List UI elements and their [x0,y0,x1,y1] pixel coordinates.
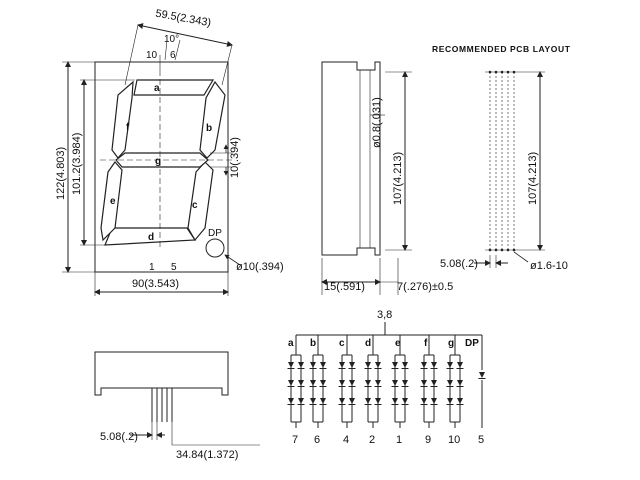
segment-b-label: b [206,123,213,134]
dp-label: DP [208,228,222,239]
segment-f-label: f [126,122,130,133]
segment-g-label: g [155,156,162,167]
pin-number-e: 1 [396,434,403,446]
pin-number-g: 10 [448,434,461,446]
front-width-label: 59.5(2.343) [154,7,212,30]
dp-diameter-label: ø10(.394) [236,261,284,273]
segment-a-label: a [154,83,160,94]
circuit-label-c: c [339,338,345,349]
bottom-pin-right-label: 5 [171,262,177,273]
pcb-height-label: 107(4.213) [527,151,539,205]
circuit-label-dp: DP [465,338,479,349]
segment-d-label: d [148,232,155,243]
height-outer-label: 122(4.803) [55,146,67,200]
segment-c-label: c [192,200,198,211]
segment-thickness-label: 10(.394) [229,137,241,178]
depth-label: 15(.591) [324,281,365,293]
circuit-label-e: e [395,338,401,349]
pin-number-f: 9 [425,434,432,446]
front-width-dim-line [138,25,232,45]
led-diodes [288,362,486,405]
segment-e-label: e [110,196,116,207]
pin-number-d: 2 [369,434,376,446]
decimal-point [206,239,224,257]
circuit-label-d: d [365,338,372,349]
pin-length-label: 107(4.213) [392,151,404,205]
bottom-pitch-label: 5.08(.2) [100,431,138,443]
pin-number-b: 6 [314,434,321,446]
pcb-layout-title: RECOMMENDED PCB LAYOUT [432,44,571,54]
circuit-label-b: b [310,338,317,349]
top-pin-left-label: 10 [146,50,158,61]
circuit-label-g: g [448,338,455,349]
pin-number-a: 7 [292,434,299,446]
circuit-label-a: a [288,338,294,349]
pcb-hole-label: ø1.6-10 [530,260,568,272]
pin-number-dp: 5 [478,434,485,446]
seven-segment-digit [101,80,225,245]
pin-diameter-label: ø0.8(.031) [371,97,383,148]
pin-offset-label: 7(.276)±0.5 [397,281,454,293]
bottom-pin-left-label: 1 [149,262,155,273]
segment-a [134,80,213,95]
pin-number-c: 4 [343,434,350,446]
slant-angle-label: 10° [164,34,180,45]
circuit-label-f: f [424,338,428,349]
body-width-label: 90(3.543) [132,278,180,290]
side-body-outline [322,62,380,255]
bottom-span-label: 34.84(1.372) [176,449,239,461]
front-view [62,25,240,296]
height-inner-label: 101.2(3.984) [71,132,83,195]
common-pins-label: 3,8 [377,309,393,321]
segment-f [112,82,133,158]
top-pin-right-label: 6 [170,50,176,61]
pcb-pitch-label: 5.08(.2) [440,258,478,270]
